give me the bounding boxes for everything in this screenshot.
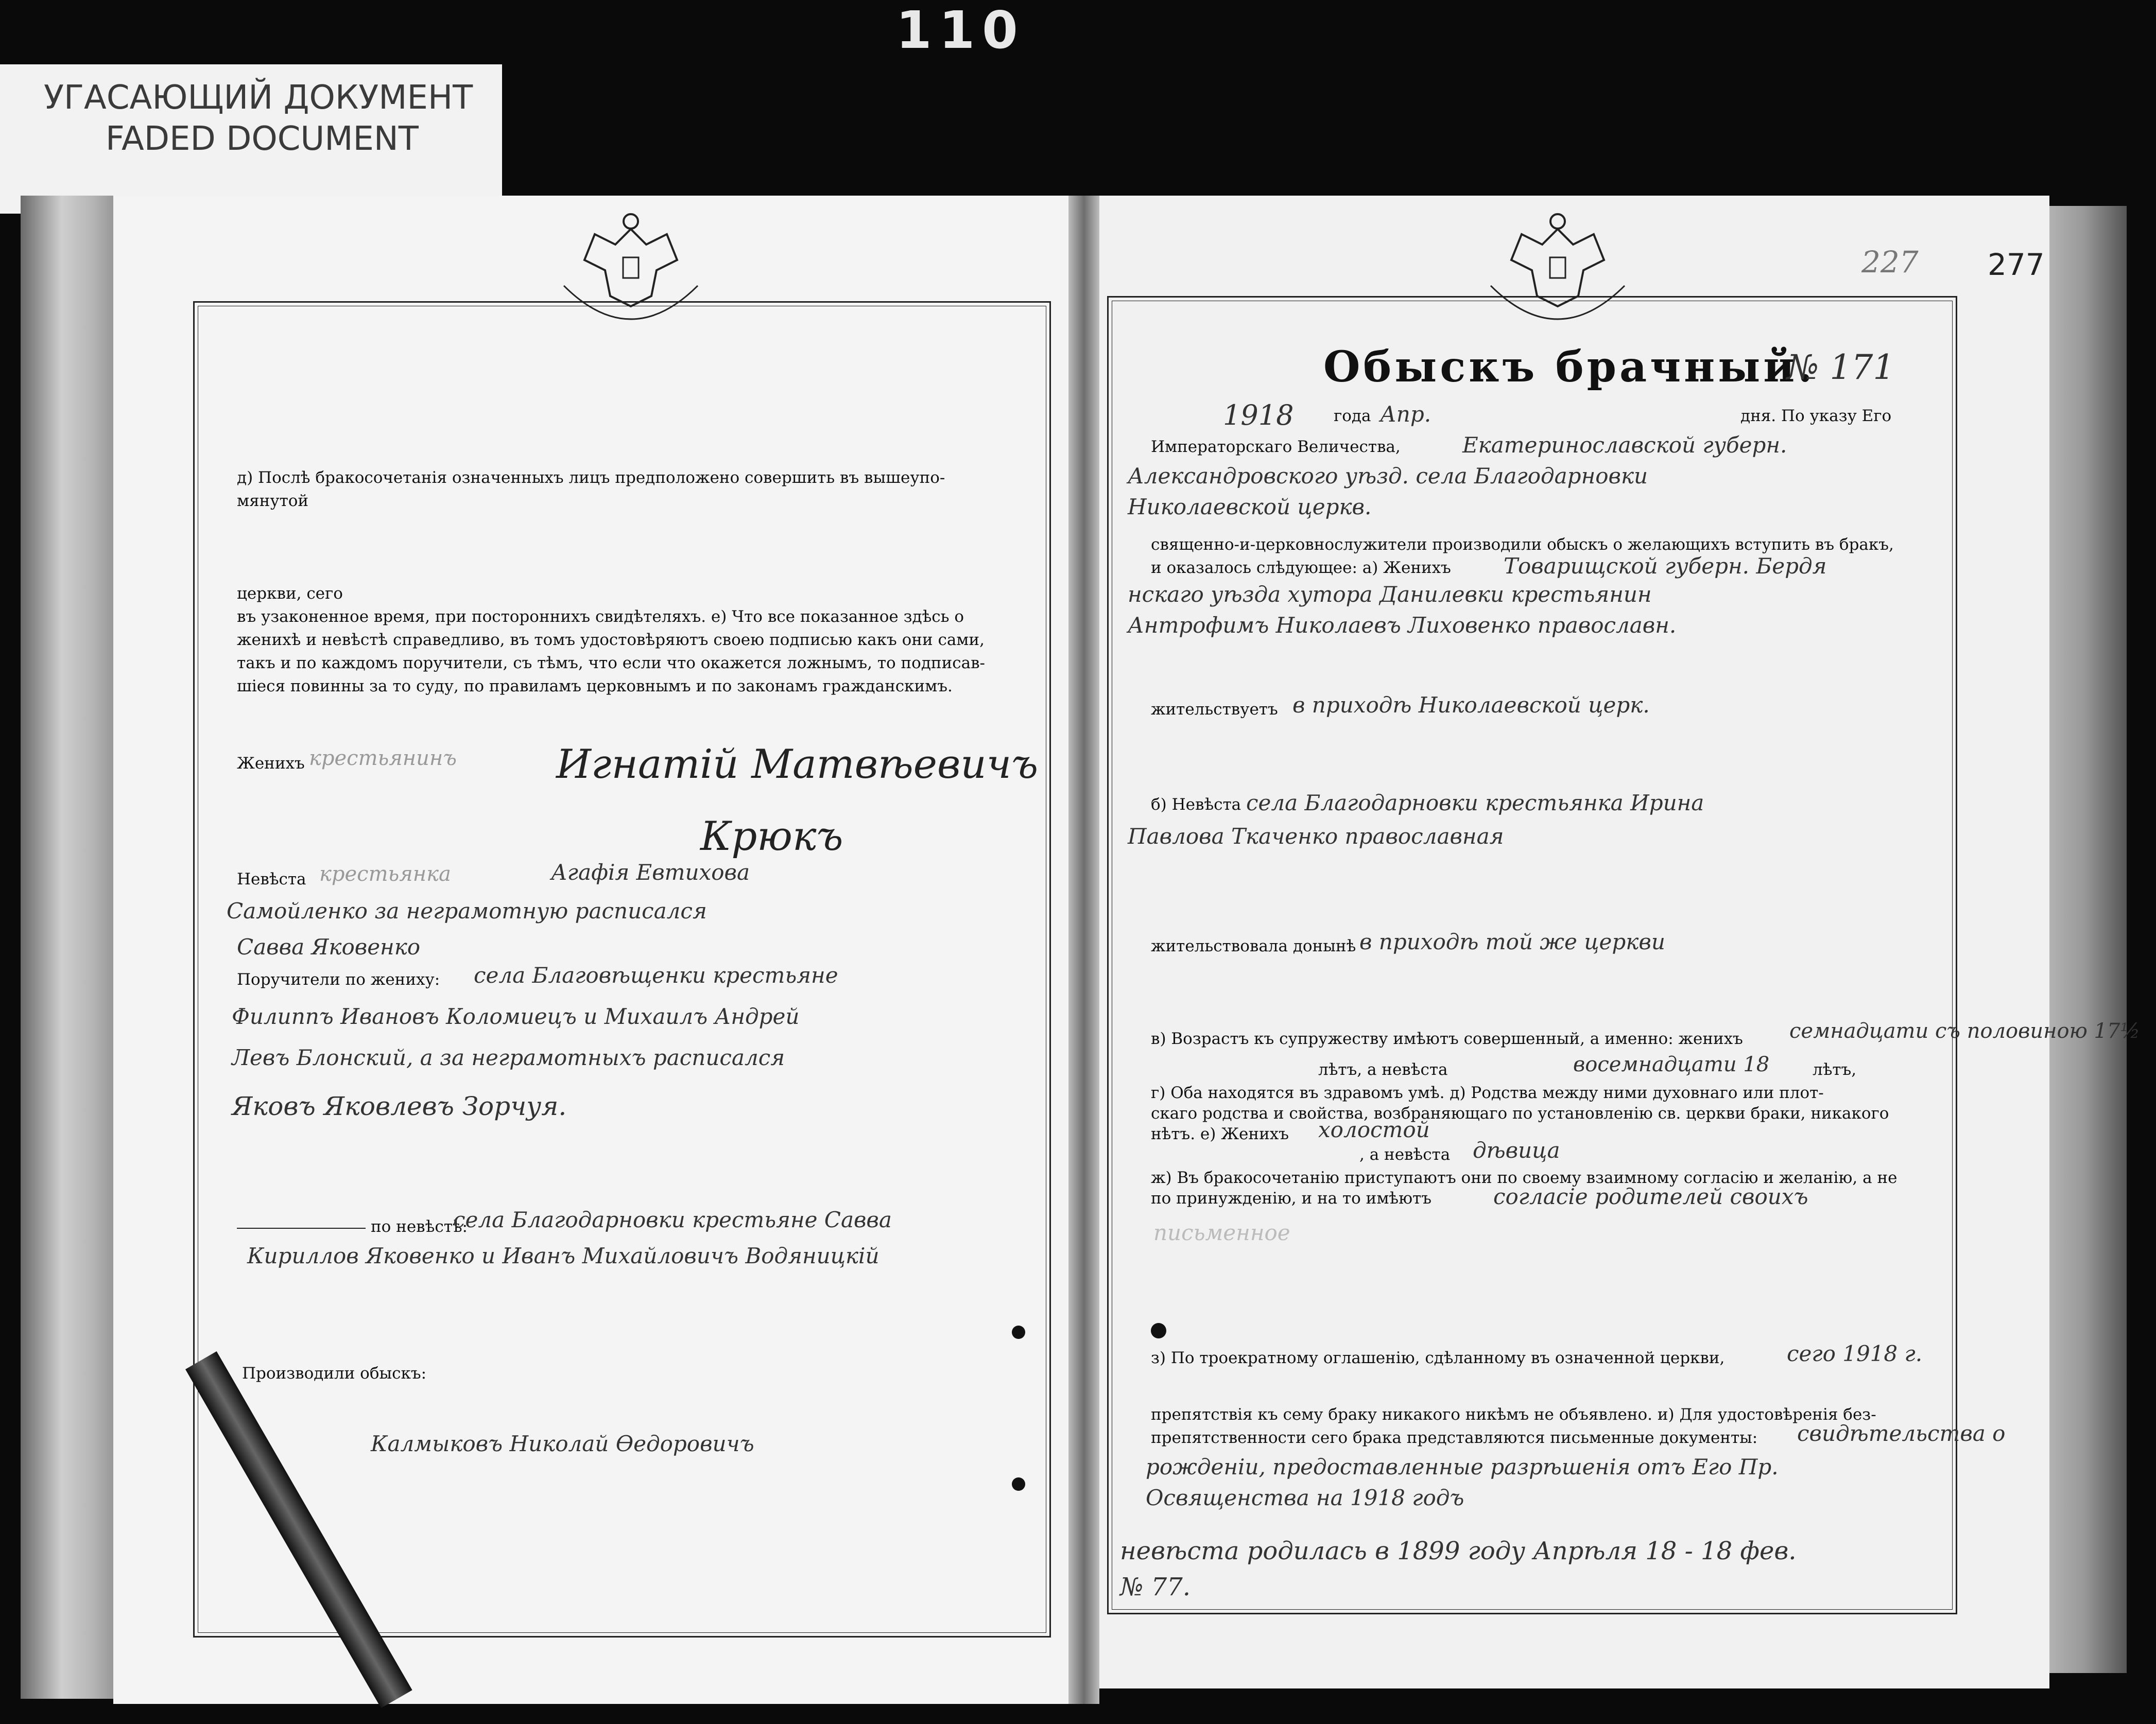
groom-hand-3: Антрофимъ Николаевъ Лиховенко православн. (1128, 613, 1677, 638)
bride-label: Невѣста (237, 870, 306, 889)
groom-label: Женихъ (237, 754, 305, 773)
stamp-line-english: FADED DOCUMENT (106, 120, 419, 158)
day-label: дня. По указу Его (1740, 407, 1892, 425)
time-label: въ узаконенное время, при постороннихъ свидѣтеляхъ. е) Что все показанное здѣсь о (237, 607, 964, 626)
note-hand-2: № 77. (1120, 1573, 1191, 1601)
banns-label: з) По троекратному оглашенію, сдѣланному въ означенной церкви, (1151, 1349, 1725, 1367)
wedding-label-2: мянутой (237, 492, 309, 510)
documents-hand-1: свидѣтельства о (1797, 1421, 2006, 1446)
wedding-label-1: д) Послѣ бракосочетанія означенныхъ лицъ предположено совершить въ вышеупо- (237, 468, 945, 487)
stamp-line-russian: УГАСАЮЩИЙ ДОКУМЕНТ (44, 79, 473, 117)
church-hand-3: Николаевской церкв. (1128, 494, 1372, 519)
documents-hand-2: рожденіи, предоставленные разрѣшенія отъ Его Пр. (1146, 1454, 1779, 1479)
guarantors-bride-hand-2: Кириллов Яковенко и Иванъ Михайловичъ Водяницкій (247, 1243, 879, 1268)
consent-label: ж) Въ бракосочетанію приступаютъ они по своему взаимному согласію и желанію, а не (1151, 1169, 1898, 1187)
binding-hole (1012, 1477, 1025, 1491)
note-hand-1: невѣста родилась в 1899 году Апрѣля 18 - 18 фев. (1120, 1537, 1797, 1565)
clergy-label: священно-и-церковнослужители производили обыскъ о желающихъ вступить въ бракъ, (1151, 535, 1894, 554)
groom-signature-surname: Крюкъ (700, 813, 843, 860)
binding-hole (1151, 1323, 1166, 1338)
health-label: г) Оба находятся въ здравомъ умѣ. д) Родства между ними духовнаго или плот- (1151, 1084, 1824, 1102)
bride-age-hand: восемнадцати 18 (1573, 1053, 1770, 1076)
groom-hand-1: Товарищской губерн. Бердя (1504, 553, 1827, 579)
faded-document-stamp (0, 64, 502, 214)
guarantors-groom-label: Поручители по жениху: (237, 970, 440, 989)
guarantors-bride-label: по невѣстѣ: (371, 1217, 468, 1236)
groom-status-hand: холостой (1318, 1117, 1430, 1142)
search-signature: Калмыковъ Николай Ѳедоровичъ (371, 1431, 754, 1456)
years-label-2: лѣтъ, (1813, 1060, 1857, 1079)
church-hand-1: Екатеринославской губерн. (1462, 432, 1787, 458)
imperial-eagle-crest-icon (1480, 208, 1635, 332)
book-gutter (1068, 196, 1099, 1704)
age-label: в) Возрастъ къ супружеству имѣютъ совершенный, а именно: женихъ (1151, 1030, 1743, 1048)
binding-hole (1012, 1326, 1025, 1339)
majesty-label: Императорскаго Величества, (1151, 438, 1401, 456)
groom-status-small: крестьянинъ (309, 746, 457, 770)
parents-hand-1: согласіе родителей своихъ (1493, 1184, 1808, 1209)
page-number-pen: 227 (1861, 245, 1919, 280)
groom-hand-2: нскаго уѣзда хутора Данилевки крестьянин (1128, 582, 1652, 607)
book-left-edge (21, 196, 124, 1699)
bride-residence-hand: в приходѣ той же церкви (1359, 929, 1665, 954)
court-label: шіеся повинны за то суду, по правиламъ церковнымъ и по законамъ гражданскимъ. (237, 677, 953, 695)
groom-signature: Игнатій Матвѣевичъ (556, 741, 1039, 788)
form-title: Обыскъ брачный. (1323, 342, 1816, 392)
bride-signature-3: Савва Яковенко (237, 934, 421, 960)
coercion-label: по принужденію, и на то имѣютъ (1151, 1189, 1431, 1208)
month-hand: Апр. (1380, 402, 1431, 427)
groom-residence-label: жительствуетъ (1151, 700, 1278, 719)
bride-status-label: , а невѣста (1359, 1145, 1451, 1164)
groom-residence-hand: в приходѣ Николаевской церк. (1292, 692, 1650, 718)
search-label: Производили обыскъ: (242, 1364, 427, 1383)
groom-age-word-hand: семнадцати съ половиною 17½ (1789, 1019, 2141, 1043)
imperial-eagle-crest-icon (554, 208, 708, 332)
book-right-edge (2039, 206, 2127, 1673)
blank-line (237, 1228, 366, 1229)
guarantors-groom-hand-4: Яковъ Яковлевъ Зорчуя. (232, 1091, 567, 1121)
church-hand-2: Александровского уѣзд. села Благодарновки (1128, 463, 1648, 489)
year-label: года (1334, 407, 1371, 425)
bride-label: б) Невѣста (1151, 795, 1241, 814)
year-hand: 1918 (1223, 399, 1294, 431)
documents-label: препятственности сего брака представляются письменные документы: (1151, 1429, 1758, 1447)
bride-status-small: крестьянка (319, 862, 451, 886)
parents-hand-2: письменное (1153, 1220, 1290, 1245)
obstacle-label: препятствія къ сему браку никакого никѣмъ не объявлено. и) Для удостовѣренія без- (1151, 1405, 1876, 1424)
documents-hand-3: Освященства на 1918 годъ (1146, 1485, 1464, 1510)
guarantors-groom-hand-2: Филиппъ Ивановъ Коломиецъ и Михаилъ Андрей (232, 1004, 800, 1029)
church-label: церкви, сего (237, 584, 343, 603)
record-number: № 171 (1787, 347, 1895, 387)
banns-hand: сего 1918 г. (1787, 1341, 1923, 1366)
bride-residence-label: жительствовала донынѣ (1151, 937, 1356, 955)
none-label: нѣтъ. е) Женихъ (1151, 1125, 1289, 1143)
found-label: и оказалось слѣдующее: а) Женихъ (1151, 559, 1451, 577)
bride-hand-2: Павлова Ткаченко православная (1128, 824, 1504, 849)
guarantor-label: такъ и по каждомъ поручители, съ тѣмъ, что если что окажется ложнымъ, то подписав- (237, 654, 986, 672)
archive-number: 110 (896, 0, 1025, 60)
page-number-stamp: 277 (1988, 247, 2045, 282)
years-label-1: лѣтъ, а невѣста (1318, 1060, 1448, 1079)
guarantors-groom-hand-3: Левъ Блонский, а за неграмотныхъ расписался (232, 1045, 785, 1070)
bride-status-hand: дѣвица (1473, 1138, 1560, 1163)
guarantors-groom-hand-1: села Благовѣщенки крестьяне (474, 963, 838, 988)
guarantors-bride-hand-1: села Благодарновки крестьяне Савва (453, 1207, 892, 1232)
kinship-label: скаго родства и свойства, возбраняющаго по установленію св. церкви браки, никакого (1151, 1104, 1889, 1123)
bride-signature-1: Агафія Евтихова (551, 860, 750, 885)
bride-hand-1: села Благодарновки крестьянка Ирина (1246, 790, 1704, 815)
truth-label: женихѣ и невѣстѣ справедливо, въ томъ удостовѣряютъ своею подписью какъ они сами, (237, 631, 985, 649)
bride-signature-2: Самойленко за неграмотную расписался (227, 898, 707, 924)
